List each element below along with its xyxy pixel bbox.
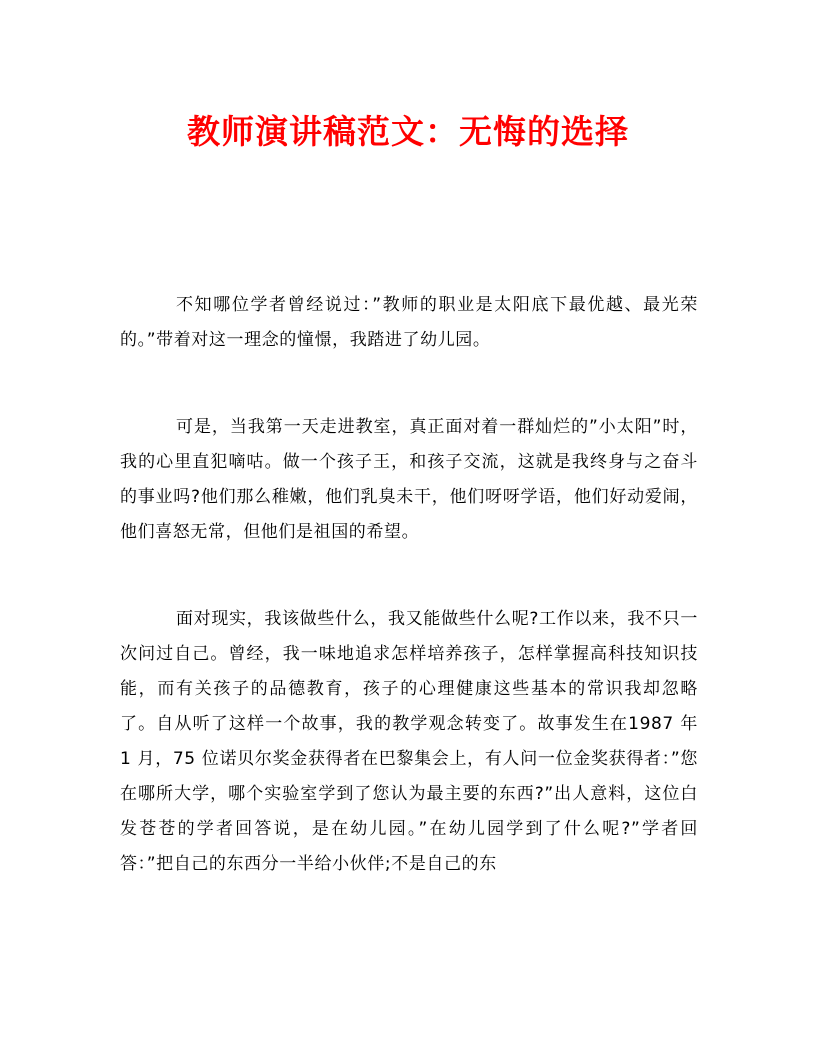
document-body bbox=[120, 288, 698, 934]
document-title: 教师演讲稿范文：无悔的选择 bbox=[187, 112, 629, 151]
paragraph-3: 面对现实，我该做些什么，我又能做些什么呢?工作以来，我不只一次问过自己。曾经，我一味地追求怎样培养孩子，怎样掌握高科技知识技能，而有关孩子的品德教育，孩子的心理健康这些基本的常识我却忽略了。自从听了这样一个故事，我的教学观念转变了。故事发生在1987 年 1 月，75 位诺贝尔奖金获得者在巴黎集会上，有人问一位金奖获得者：”您在哪所大学，哪个实验室学到了您认为最主要的东西?”出人意料，这位白发苍苍的学者回答说，是在幼儿园。”在幼儿园学到了什么呢?”学者回答：”把自己的东西分一半给小伙伴;不是自己的东 bbox=[120, 609, 698, 874]
paragraph-2: 可是，当我第一天走进教室，真正面对着一群灿烂的”小太阳”时，我的心里直犯嘀咕。做一个孩子王，和孩子交流，这就是我终身与之奋斗的事业吗?他们那么稚嫩，他们乳臭未干，他们呀呀学语，他们好动爱闹，他们喜怒无常，但他们是祖国的希望。 bbox=[120, 417, 698, 542]
paragraph-1: 不知哪位学者曾经说过：”教师的职业是太阳底下最优越、最光荣的。”带着对这一理念的憧憬，我踏进了幼儿园。 bbox=[120, 295, 698, 350]
